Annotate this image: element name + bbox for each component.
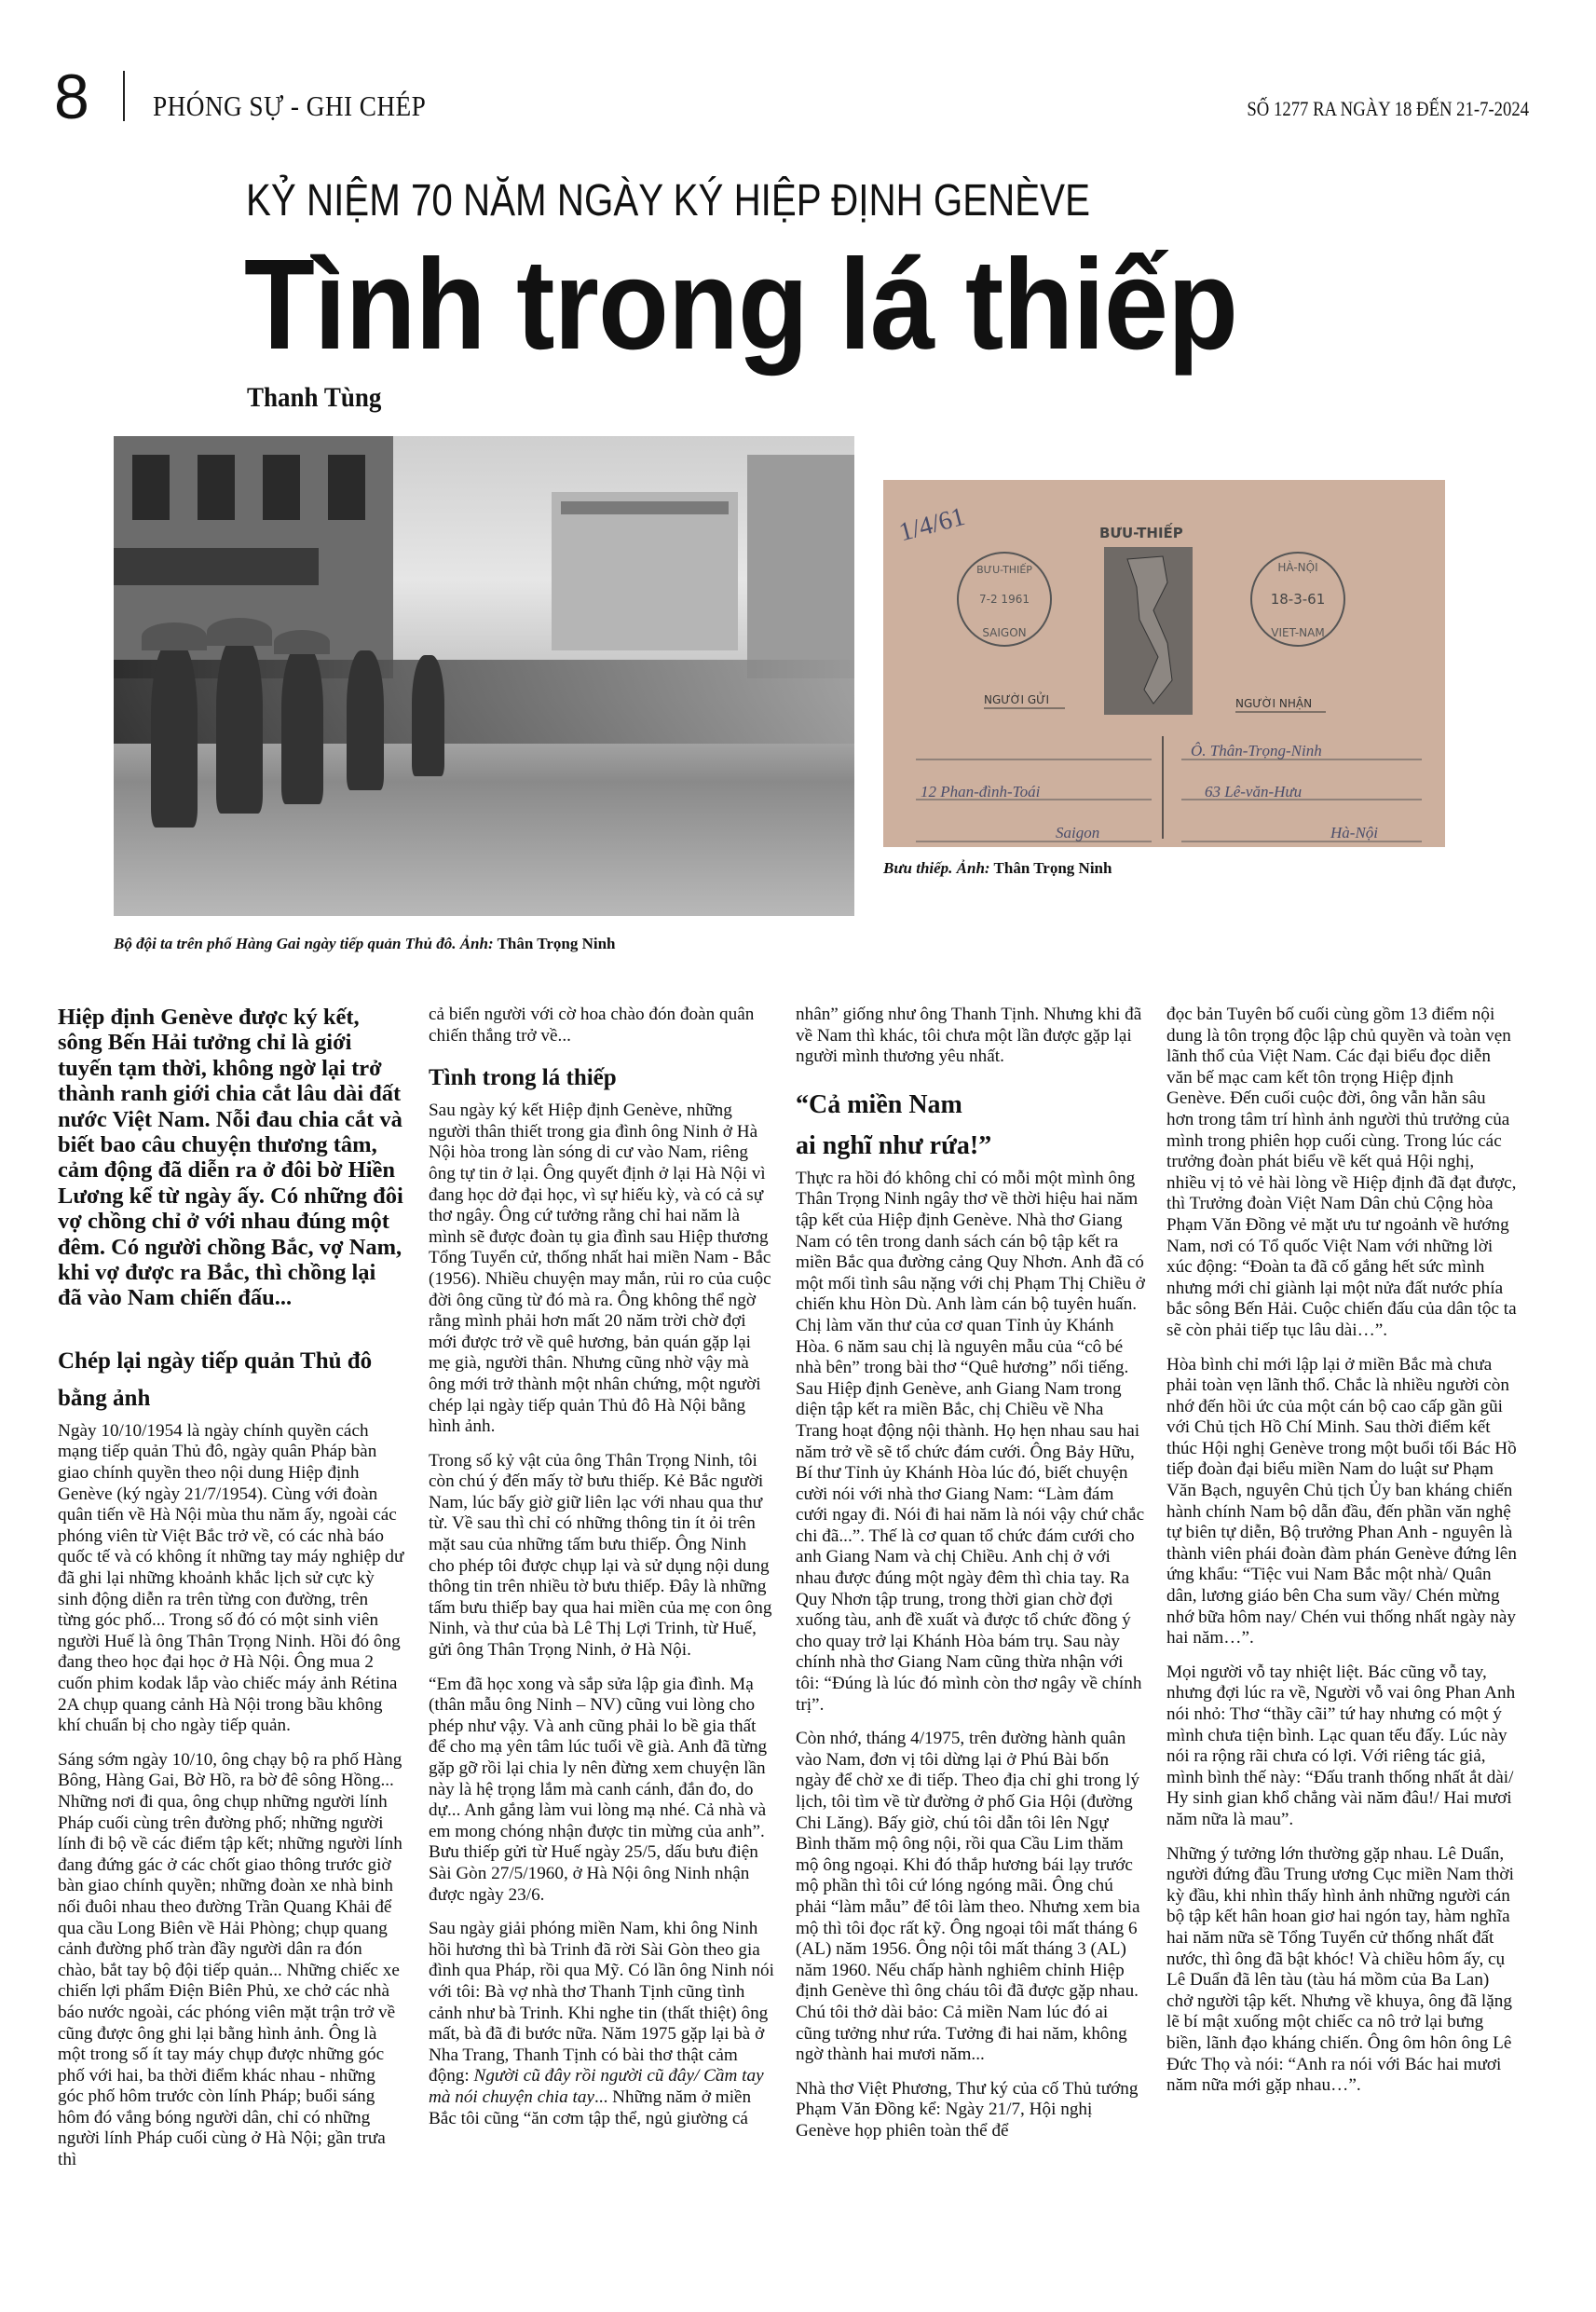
- helmet: [274, 630, 330, 654]
- soldier: [151, 641, 198, 828]
- postcard-drawing: [883, 480, 1445, 847]
- lead-paragraph: Hiệp định Genève được ký kết, sông Bến Hải tưởng chỉ là giới tuyến tạm thời, không ngờ lại trở thành ranh giới chia cắt lâu dài đất nước Việt Nam. Nỗi đau chia cắt và biết bao câu chuyện thương tâm, cảm động đã diễn ra ở đôi bờ Hiền Lương kể từ ngày ấy. Có những đôi vợ chồng chỉ ở với nhau đúng một đêm. Có người chồng Bắc, vợ Nam, khi vợ được ra Bắc, thì chồng lại đã vào Nam chiến đấu...: [58, 1005, 403, 1311]
- soldier: [347, 650, 384, 790]
- paragraph: nhân” giống như ông Thanh Tịnh. Nhưng khi đã về Nam thì khác, tôi chưa một lần được gặp lại người mình thương yêu nhất.: [796, 1005, 1142, 1067]
- paragraph: Sáng sớm ngày 10/10, ông chạy bộ ra phố Hàng Bông, Hàng Gai, Bờ Hồ, ra bờ đê sông Hồng... Những nơi đi qua, ông chụp những người lính Pháp cuối cùng trên đường phố; những người lính đi bộ về các điểm tập kết; những người lính đang đứng gác ở các chốt giao thông trước giờ bàn giao chính quyền; những đoàn xe nhà binh nối đuôi nhau theo đường Trần Quang Khải để qua cầu Long Biên về Hải Phòng; chụp quang cảnh đường phố tràn đầy người dân ra đón chào, bắt tay bộ đội tiếp quản... Những chiếc xe chiến lợi phẩm Điện Biên Phủ, xe chở các nhà báo nước ngoài, các phóng viên mặt trận trở về cũng được ông ghi lại bằng hình ảnh. Ông là một trong số ít tay máy chụp được những góc phố với hai, ba thời điểm khác nhau - những góc phố hôm trước còn lính Pháp; buổi sáng hôm đó vắng bóng người dân, chỉ có những người lính Pháp cuối cùng ở Hà Nội; gần trưa thì: [58, 1749, 402, 2170]
- sender-address: 12 Phan-đình-Toái: [921, 783, 1041, 800]
- article-column-1: [58, 1005, 404, 2184]
- article-kicker: KỶ NIỆM 70 NĂM NGÀY KÝ HIỆP ĐỊNH GENÈVE: [246, 176, 1090, 226]
- window: [198, 455, 235, 520]
- paragraph: cả biển người với cờ hoa chào đón đoàn quân chiến thắng trở về...: [429, 1005, 755, 1046]
- issue-info: SỐ 1277 RA NGÀY 18 ĐẾN 21-7-2024: [1247, 97, 1529, 120]
- paragraph: Thực ra hồi đó không chỉ có mỗi một mình ông Thân Trọng Ninh ngây thơ về thời hiệu hai năm tập kết của Hiệp định Genève. Nhà thơ Giang Nam có tên trong danh sách cán bộ tập kết ra miền Bắc qua đường cảng Quy Nhơn. Anh đã có một mối tình sâu nặng với chị Phạm Thị Chiều ở chiến khu Hòn Dù. Anh làm cán bộ tuyên huấn. Chị làm văn thư của cơ quan Tỉnh ủy Khánh Hòa. 6 năm sau chị là nguyên mẫu của “cô bé nhà bên” trong bài thơ “Quê hương” nổi tiếng. Sau Hiệp định Genève, anh Giang Nam trong diện tập kết ra miền Bắc, chị Chiều về Nha Trang hoạt động nội thành. Họ hẹn nhau sau hai năm trở về sẽ tổ chức đám cưới. Ông Bảy Hữu, Bí thư Tỉnh ủy Khánh Hòa lúc đó, biết chuyện cười nói với nhà thơ Giang Nam: “Làm đám cưới ngay đi. Nói đi hai năm là nói vậy chứ chắc chi đã...”. Thế là cơ quan tổ chức đám cưới cho anh Giang Nam và chị Chiều. Anh chị ở với nhau được đúng một ngày đêm thì chia tay. Ra Quy Nhơn tập trung, trong thời gian chờ đợi xuống tàu, anh đề xuất và được tổ chức đồng ý cho quay trở lại Khánh Hòa bám trụ. Sau này chính nhà thơ Giang Nam cũng thừa nhận với tôi: “Đúng là lúc đó mình còn thơ ngây về chính trị”.: [796, 1168, 1145, 1715]
- svg-text:7-2 1961: 7-2 1961: [979, 593, 1030, 606]
- sender-label: NGƯỜI GỬI: [984, 693, 1050, 706]
- paragraph: [429, 1919, 775, 2129]
- postcard-caption: [883, 859, 1112, 878]
- caption-credit: Thân Trọng Ninh: [493, 935, 616, 952]
- building-right: [747, 455, 854, 678]
- subheading: Chép lại ngày tiếp quản Thủ đô bằng ảnh: [58, 1348, 373, 1411]
- postcard-heading: BƯU-THIẾP: [1099, 525, 1183, 541]
- paragraph-text: Sau ngày giải phóng miền Nam, khi ông Ninh hồi hương thì bà Trinh đã rời Sài Gòn theo gia đình qua Pháp, rồi qua Mỹ. Có lần ông Ninh nói với tôi: Bà vợ nhà thơ Thanh Tịnh cũng tình cảnh như bà Trinh. Khi nghe tin (thất thiệt) ông mất, bà đã đi bước nữa. Năm 1975 gặp lại bà ở Nha Trang, Thanh Tịnh có bài thơ thật cảm động:: [429, 1919, 774, 2086]
- paragraph: “Em đã học xong và sắp sửa lập gia đình. Mạ (thân mẫu ông Ninh – NV) cũng vui lòng cho phép như vậy. Và anh cũng phải lo bề gia thất để cho mạ yên tâm lúc tuổi về già. Anh đã từng gặp gỡ rồi lại chia ly nên đừng xem chuyện lần này là hệ trọng lắm mà canh cánh, đắn đo, do dự... Anh gắng làm vui lòng mạ nhé. Cả nhà và em mong chóng nhận được tin mừng của anh”. Bưu thiếp gửi từ Huế ngày 25/5, dấu bưu điện Sài Gòn 27/5/1960, ở Hà Nội ông Ninh nhận được ngày 23/6.: [429, 1674, 768, 1905]
- helmet: [142, 622, 207, 650]
- window: [132, 455, 170, 520]
- article-column-4: [1166, 1005, 1517, 2110]
- subheading: [796, 1085, 1146, 1167]
- banner: [561, 501, 729, 514]
- subheading-line: “Cả miền Nam: [796, 1089, 962, 1119]
- svg-text:SAIGON: SAIGON: [982, 626, 1027, 639]
- article-title: Tình trong lá thiếp: [244, 233, 1238, 376]
- street-photo: [114, 436, 854, 916]
- postcard-photo: [883, 480, 1445, 847]
- soldier: [412, 655, 444, 776]
- helmet: [207, 618, 272, 646]
- caption-text: Bộ đội ta trên phố Hàng Gai ngày tiếp quản Thủ đô. Ảnh:: [114, 935, 494, 952]
- recipient-address: 63 Lê-văn-Hưu: [1205, 783, 1303, 800]
- poem-quote: Người cũ đây rồi người cũ đây/ Cầm tay mà nói chuyện chia tay: [429, 2066, 764, 2107]
- building-center: [552, 492, 738, 650]
- article-column-3: [796, 1005, 1146, 2155]
- recipient-city: Hà-Nội: [1330, 824, 1378, 841]
- paragraph: Những ý tưởng lớn thường gặp nhau. Lê Duẩn, người đứng đầu Trung ương Cục miền Nam thời kỳ đầu, khi nhìn thấy hình ảnh những người cán bộ tập kết hân hoan giơ hai ngón tay, hàm nghĩa hai năm nữa sẽ Tổng Tuyển cử thống nhất đất nước, thì ông đã bật khóc! Và chiều hôm ấy, cụ Lê Duẩn đã lên tàu (tàu há mồm của Ba Lan) chở người tập kết. Nhưng về khuya, ông đã lặng lẽ bí mật xuống một chiếc ca nô trở lại bưng biền, lãnh đạo kháng chiến. Ông ôm hôn ông Lê Đức Thọ và nói: “Anh ra nói với Bác hai mươi năm nữa mới gặp nhau…”.: [1166, 1843, 1514, 2096]
- sender-city: Saigon: [1056, 824, 1100, 841]
- soldier: [281, 646, 323, 804]
- shop-sign: [114, 548, 319, 585]
- recipient-name: Ô. Thân-Trọng-Ninh: [1191, 742, 1322, 759]
- subheading: Tình trong lá thiếp: [429, 1065, 617, 1091]
- handwritten-date: 1/4/61: [895, 501, 968, 548]
- window: [328, 455, 365, 520]
- subheading-line: ai nghĩ như rứa!”: [796, 1130, 992, 1160]
- paragraph: Ngày 10/10/1954 là ngày chính quyền cách mạng tiếp quản Thủ đô, ngày quân Pháp bàn giao chính quyền theo nội dung Hiệp định Genève (ký ngày 21/7/1954). Cùng với đoàn quân tiến về Hà Nội mùa thu năm ấy, ngoài các phóng viên từ Việt Bắc trở về, có các nhà báo quốc tế và có không ít những tay máy nghiệp dư đã ghi lại những khoảnh khắc lịch sử cực kỳ sinh động diễn ra trên từng con đường, trên từng góc phố... Trong số đó có một sinh viên người Huế là ông Thân Trọng Ninh. Hồi đó ông đang theo học đại học ở Hà Nội. Ông mua 2 cuốn phim kodak lắp vào chiếc máy ảnh Rétina 2A chụp quang cảnh Hà Nội trong bầu không khí chuẩn bị cho ngày tiếp quản.: [58, 1420, 404, 1736]
- svg-text:18-3-61: 18-3-61: [1270, 591, 1326, 608]
- svg-text:BƯU-THIẾP: BƯU-THIẾP: [976, 564, 1032, 576]
- caption-credit: Thân Trọng Ninh: [989, 859, 1112, 877]
- recipient-label: NGƯỜI NHẬN: [1235, 697, 1313, 710]
- caption-text: Bưu thiếp. Ảnh:: [883, 859, 990, 877]
- photo-caption: [114, 935, 616, 953]
- header-divider: [123, 71, 125, 121]
- stamp-right: [1251, 553, 1344, 646]
- window: [263, 455, 300, 520]
- page-number: 8: [54, 62, 89, 132]
- paragraph: đọc bản Tuyên bố cuối cùng gồm 13 điểm nội dung là tôn trọng độc lập chủ quyền và toàn vẹn lãnh thổ của Việt Nam. Các đại biểu đọc diễn văn bế mạc cam kết tôn trọng Hiệp định Genève. Đến cuối cuộc đời, ông vẫn hằn sâu hơn trong tâm trí hình ảnh người thủ trưởng của mình trong phiên họp cuối cùng. Trong lúc các trưởng đoàn phát biểu về kết quả Hội nghị, nhiều vị tỏ vẻ hài lòng về Hiệp định đã đạt được, thì Trưởng đoàn Việt Nam Dân chủ Cộng hòa Phạm Văn Đồng vẻ mặt ưu tư ngoảnh về hướng Nam, nơi có Tổ quốc Việt Nam với những lời xúc động: “Đoàn ta đã cố gắng hết sức mình nhưng mới chỉ giành lại một nửa đất nước phía bắc sông Bến Hải. Cuộc chiến đấu của dân tộc ta sẽ còn phải tiếp tục lâu dài…”.: [1166, 1005, 1517, 1340]
- paragraph: Sau ngày ký kết Hiệp định Genève, những người thân thiết trong gia đình ông Ninh ở Hà Nội hòa trong làn sóng di cư vào Nam, riêng ông tự tin ở lại. Ông quyết định ở lại Hà Nội vì đang học dở đại học, vì sự hiếu kỳ, và có cả sự thơ ngây. Ông cứ tưởng rằng chỉ hai năm là mình sẽ được đoàn tụ gia đình sau Hiệp thương Tổng Tuyển cử, thống nhất hai miền Nam - Bắc (1956). Nhiều chuyện may mắn, rủi ro của cuộc đời ông cũng từ đó mà ra. Ông không thể ngờ rằng mình phải hơn mất 20 năm trời chờ đợi mới được trở về quê hương, bản quán gặp lại mẹ già, người thân. Nhưng cũng nhờ vậy mà ông mới trở thành một nhân chứng, một người chép lại ngày tiếp quản Thủ đô Hà Nội bằng hình ảnh.: [429, 1101, 771, 1437]
- paragraph: Mọi người vỗ tay nhiệt liệt. Bác cũng vỗ tay, nhưng đợi lúc ra về, Người vỗ vai ông Phan Anh nói nhỏ: Thơ “thầy cãi” tứ hay nhưng có một ý mình chưa tiện bình. Lạc quan tếu đấy. Lúc này nói ra rộng rãi chưa có lợi. Với riêng tác giả, mình bình thế này: “Đấu tranh thống nhất ắt dài/ Hy sinh gian khổ chẳng vài năm đâu!/ Hai mươi năm nữa là mau”.: [1166, 1662, 1516, 1829]
- soldier: [216, 636, 263, 814]
- stamp-left: [958, 553, 1051, 646]
- svg-text:HÀ-NỘI: HÀ-NỘI: [1277, 561, 1318, 574]
- paragraph: Trong số kỷ vật của ông Thân Trọng Ninh, tôi còn chú ý đến mấy tờ bưu thiếp. Kẻ Bắc người Nam, lúc bấy giờ giữ liên lạc với nhau qua thư từ. Về sau thì chỉ có những thông tin ít ỏi trên mặt sau của những tấm bưu thiếp. Ông Ninh cho phép tôi được chụp lại và sử dụng nội dung thông tin trên nhiều tờ bưu thiếp. Đây là những tấm bưu thiếp bay qua hai miền của mẹ con ông Ninh, và thư của bà Lê Thị Lợi Trinh, từ Huế, gửi ông Thân Trọng Ninh, ở Hà Nội.: [429, 1450, 772, 1661]
- paragraph-text: ... Những năm ở miền Bắc tôi cũng “ăn cơm tập thể, ngủ giường cá: [429, 2086, 752, 2128]
- paragraph: Còn nhớ, tháng 4/1975, trên đường hành quân vào Nam, đơn vị tôi dừng lại ở Phú Bài bốn ngày để chờ xe đi tiếp. Theo địa chỉ ghi trong lý lịch, tôi tìm về từ đường ở phố Gia Hội (đường Chi Lăng). Bấy giờ, chú tôi dẫn tôi lên Ngự Bình thăm mộ ông nội, rồi qua Cầu Lim thăm mộ ông ngoại. Khi đó thắp hương bái lạy trước mộ phần thì tôi cứ lóng ngóng mãi. Ông chú phải “làm mẫu” để tôi làm theo. Nhưng xem bia mộ thì tôi đọc rất kỹ. Ông ngoại tôi mất tháng 6 (AL) năm 1956. Ông nội tôi mất tháng 3 (AL) năm 1960. Nếu chấp hành nghiêm chỉnh Hiệp định Genève thì ông cháu tôi đã được gặp nhau. Chú tôi thở dài bảo: Cả miền Nam lúc đó ai cũng tưởng như rứa. Tưởng đi hai năm, không ngờ thành hai mươi năm...: [796, 1729, 1140, 2065]
- paragraph: Hòa bình chỉ mới lập lại ở miền Bắc mà chưa phải toàn vẹn lãnh thổ. Chắc là nhiều người còn nhớ đến hồi ức của một cán bộ cao cấp gần gũi với Chủ tịch Hồ Chí Minh. Sau thời điểm kết thúc Hội nghị Genève trong một buổi tối Bác Hồ tiếp đoàn đại biểu miền Nam do luật sư Phạm Văn Bạch, nguyên Chủ tịch Ủy ban kháng chiến hành chính Nam bộ dẫn đầu, đến phần văn nghệ tự biên tự diễn, Bộ trưởng Phan Anh - nguyên là thành viên phái đoàn đàm phán Genève đứng lên ứng khẩu: “Tiệc vui Nam Bắc một nhà/ Quân dân, lương giáo bên Cha sum vầy/ Chén mừng nhớ bữa hôm nay/ Chén vui thống nhất ngày này hai năm…”.: [1166, 1354, 1517, 1648]
- article-author: Thanh Tùng: [247, 382, 382, 413]
- article-column-2: [429, 1005, 775, 2142]
- section-name: PHÓNG SỰ - GHI CHÉP: [153, 89, 427, 122]
- svg-text:VIET-NAM: VIET-NAM: [1271, 626, 1325, 639]
- paragraph: Nhà thơ Việt Phương, Thư ký của cố Thủ tướng Phạm Văn Đồng kể: Ngày 21/7, Hội nghị Genève họp phiên toàn thể để: [796, 2078, 1139, 2141]
